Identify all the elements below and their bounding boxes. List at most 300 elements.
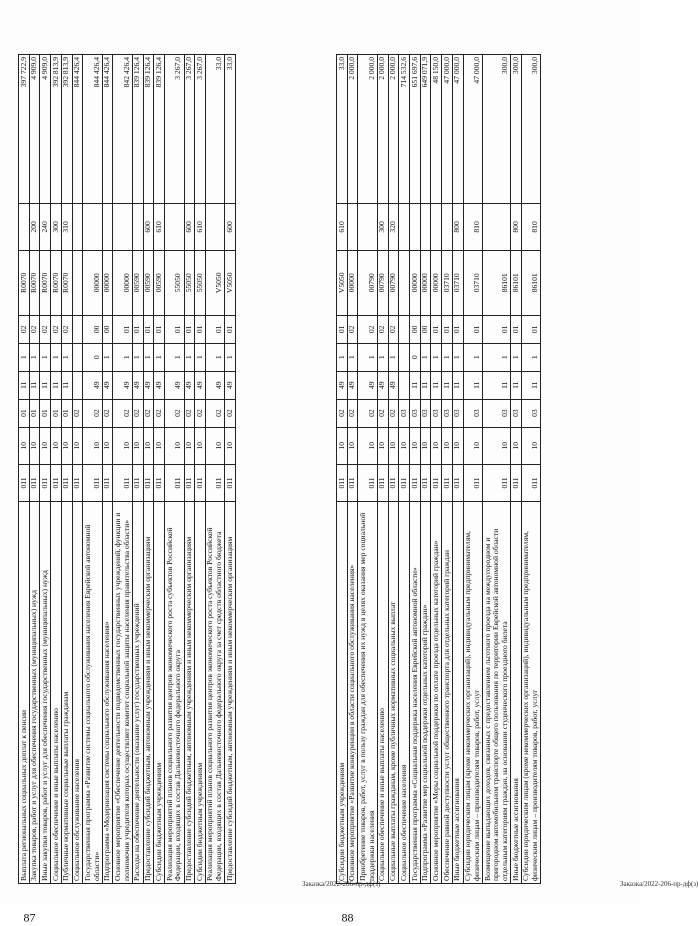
row-code-g: R0070 xyxy=(61,250,72,315)
row-code-h xyxy=(113,204,132,251)
row-code-h: 810 xyxy=(521,204,540,251)
row-code-f xyxy=(399,315,410,343)
row-label: Основное мероприятие «Меры социальной поддержки по оплате проезда отдельных категорий граждан» xyxy=(431,502,442,884)
row-code-b: 10 xyxy=(431,427,442,464)
row-code-a: 011 xyxy=(388,464,399,501)
table-row xyxy=(83,55,102,884)
table-row xyxy=(72,55,83,884)
row-code-d: 49 xyxy=(113,371,132,399)
row-amount: 392 813,9 xyxy=(51,55,62,204)
row-code-h xyxy=(399,204,410,251)
row-code-e: 1 xyxy=(483,343,511,371)
row-code-a: 011 xyxy=(72,464,83,501)
row-code-b: 10 xyxy=(143,427,154,464)
row-code-d xyxy=(72,371,83,399)
row-code-g: 00000 xyxy=(113,250,132,315)
table-row xyxy=(205,55,224,884)
table-row xyxy=(61,55,72,884)
budget-table-right xyxy=(336,54,541,884)
row-code-b: 10 xyxy=(420,427,431,464)
row-amount: 47 000,0 xyxy=(442,55,453,204)
row-code-f: 02 xyxy=(377,315,388,343)
row-code-e: 1 xyxy=(205,343,224,371)
table-row xyxy=(51,55,62,884)
row-code-e: 1 xyxy=(195,343,206,371)
row-code-h xyxy=(442,204,453,251)
row-code-g: 86101 xyxy=(483,250,511,315)
row-code-d: 11 xyxy=(410,371,421,399)
table-row xyxy=(431,55,442,884)
table-row xyxy=(40,55,51,884)
row-amount: 47 000,0 xyxy=(452,55,463,204)
row-code-h xyxy=(205,204,224,251)
row-code-c: 02 xyxy=(377,399,388,427)
row-code-a: 011 xyxy=(337,464,348,501)
row-code-b: 10 xyxy=(377,427,388,464)
row-code-h: 320 xyxy=(388,204,399,251)
row-code-e: 1 xyxy=(51,343,62,371)
row-code-e xyxy=(399,343,410,371)
row-code-c: 02 xyxy=(358,399,377,427)
row-code-h xyxy=(83,204,102,251)
row-code-g: 00790 xyxy=(377,250,388,315)
row-code-c: 02 xyxy=(143,399,154,427)
row-code-b: 10 xyxy=(102,427,113,464)
row-amount: 842 426,4 xyxy=(113,55,132,204)
row-code-e: 1 xyxy=(388,343,399,371)
row-code-e: 1 xyxy=(377,343,388,371)
row-label: Реализация мероприятий планов социального развития центров экономического роста субъектов Российской Федерации, входящих в состав Дальневосточного федерального округа xyxy=(165,502,184,884)
row-amount: 3 267,0 xyxy=(195,55,206,204)
row-code-h: 300 xyxy=(51,204,62,251)
row-code-d: 49 xyxy=(165,371,184,399)
row-code-a: 011 xyxy=(113,464,132,501)
row-code-a: 011 xyxy=(143,464,154,501)
row-code-h xyxy=(165,204,184,251)
row-code-f: 00 xyxy=(102,315,113,343)
table-row xyxy=(165,55,184,884)
row-code-g: 00790 xyxy=(388,250,399,315)
row-code-b: 10 xyxy=(132,427,143,464)
row-code-f: 00 xyxy=(420,315,431,343)
row-code-h: 300 xyxy=(377,204,388,251)
row-code-e: 0 xyxy=(410,343,421,371)
row-code-h xyxy=(132,204,143,251)
row-code-e: 1 xyxy=(337,343,348,371)
table-row xyxy=(410,55,421,884)
row-code-g: V5050 xyxy=(337,250,348,315)
row-code-f: 01 xyxy=(431,315,442,343)
row-amount: 33,0 xyxy=(225,55,236,204)
row-code-a: 011 xyxy=(358,464,377,501)
row-code-h xyxy=(72,204,83,251)
row-code-b: 10 xyxy=(388,427,399,464)
page-number: 87 xyxy=(23,910,36,925)
row-code-g: 03710 xyxy=(463,250,482,315)
row-code-g: 86101 xyxy=(511,250,522,315)
row-code-f: 01 xyxy=(184,315,195,343)
row-code-h: 610 xyxy=(195,204,206,251)
row-label: Предоставление субсидий бюджетным, автономным учреждениям и иным некоммерческим организациям xyxy=(143,502,154,884)
row-code-e: 1 xyxy=(347,343,358,371)
row-code-c: 02 xyxy=(132,399,143,427)
table-row xyxy=(102,55,113,884)
row-label: Подпрограмма «Развитие мер социальной поддержки отдельных категорий граждан» xyxy=(420,502,431,884)
row-code-a: 011 xyxy=(154,464,165,501)
row-code-h: 600 xyxy=(143,204,154,251)
row-amount: 3 267,0 xyxy=(165,55,184,204)
row-code-d: 11 xyxy=(521,371,540,399)
row-code-c: 02 xyxy=(102,399,113,427)
row-code-c: 03 xyxy=(511,399,522,427)
row-code-d: 11 xyxy=(483,371,511,399)
row-label: Подпрограмма «Модернизация системы социального обслуживания населения» xyxy=(102,502,113,884)
row-code-d: 49 xyxy=(83,371,102,399)
row-code-a: 011 xyxy=(102,464,113,501)
table-row xyxy=(442,55,453,884)
row-code-e: 1 xyxy=(511,343,522,371)
row-code-b: 10 xyxy=(452,427,463,464)
row-code-e: 1 xyxy=(442,343,453,371)
row-label: Субсидии юридическим лицам (кроме некоммерческих организаций), индивидуальным предпринимателям, физическим лицам – производителям товаров, работ, услуг xyxy=(521,502,540,884)
table-row xyxy=(452,55,463,884)
row-code-f: 01 xyxy=(463,315,482,343)
row-amount: 47 000,0 xyxy=(463,55,482,204)
row-amount: 300,0 xyxy=(511,55,522,204)
row-code-a: 011 xyxy=(165,464,184,501)
row-code-b: 10 xyxy=(399,427,410,464)
row-code-e: 1 xyxy=(521,343,540,371)
row-code-f: 00 xyxy=(83,315,102,343)
row-code-d: 49 xyxy=(143,371,154,399)
row-code-f: 01 xyxy=(452,315,463,343)
row-code-c: 02 xyxy=(205,399,224,427)
row-code-e: 1 xyxy=(19,343,30,371)
row-code-e: 1 xyxy=(113,343,132,371)
row-code-c: 02 xyxy=(72,399,83,427)
row-code-c: 01 xyxy=(61,399,72,427)
row-code-f: 02 xyxy=(388,315,399,343)
row-code-f: 01 xyxy=(483,315,511,343)
row-amount: 33,0 xyxy=(337,55,348,204)
row-code-b: 10 xyxy=(51,427,62,464)
row-code-d: 11 xyxy=(452,371,463,399)
row-code-f: 01 xyxy=(205,315,224,343)
row-code-a: 011 xyxy=(83,464,102,501)
row-code-c: 01 xyxy=(19,399,30,427)
row-amount: 4 909,0 xyxy=(29,55,40,204)
row-amount: 649 071,9 xyxy=(420,55,431,204)
row-code-g: 00590 xyxy=(132,250,143,315)
row-code-f: 01 xyxy=(195,315,206,343)
row-code-h: 600 xyxy=(225,204,236,251)
table-row xyxy=(358,55,377,884)
row-code-b: 10 xyxy=(511,427,522,464)
row-code-a: 011 xyxy=(29,464,40,501)
row-code-f: 01 xyxy=(154,315,165,343)
row-label: Социальное обеспечение и иные выплаты населению xyxy=(377,502,388,884)
row-code-c: 02 xyxy=(113,399,132,427)
row-code-e: 1 xyxy=(184,343,195,371)
row-code-a: 011 xyxy=(195,464,206,501)
row-code-a: 011 xyxy=(61,464,72,501)
row-amount: 300,0 xyxy=(521,55,540,204)
row-code-h xyxy=(19,204,30,251)
row-code-e: 1 xyxy=(225,343,236,371)
row-code-c: 03 xyxy=(420,399,431,427)
row-code-f: 01 xyxy=(113,315,132,343)
row-code-a: 011 xyxy=(431,464,442,501)
row-code-c: 02 xyxy=(184,399,195,427)
row-code-c: 03 xyxy=(463,399,482,427)
row-code-b: 10 xyxy=(61,427,72,464)
row-code-h xyxy=(431,204,442,251)
row-amount: 300,0 xyxy=(483,55,511,204)
row-code-d: 49 xyxy=(347,371,358,399)
row-amount: 651 697,6 xyxy=(410,55,421,204)
row-code-g: 03710 xyxy=(442,250,453,315)
row-code-a: 011 xyxy=(51,464,62,501)
row-amount: 844 426,4 xyxy=(102,55,113,204)
table-row xyxy=(154,55,165,884)
row-code-f: 01 xyxy=(511,315,522,343)
row-code-a: 011 xyxy=(377,464,388,501)
table-row xyxy=(113,55,132,884)
row-code-d: 11 xyxy=(420,371,431,399)
row-code-b: 10 xyxy=(113,427,132,464)
row-amount: 2 000,0 xyxy=(358,55,377,204)
row-label: Предоставление субсидий бюджетным, автономным учреждениям и иным некоммерческим организациям xyxy=(184,502,195,884)
row-code-e: 1 xyxy=(154,343,165,371)
row-label: Основное мероприятие «Развитие конкуренции в области социального обслуживания населения» xyxy=(347,502,358,884)
row-amount: 4 909,0 xyxy=(40,55,51,204)
row-code-c: 03 xyxy=(483,399,511,427)
row-code-b: 10 xyxy=(463,427,482,464)
row-label: Государственная программа «Развитие системы социального обслуживания населения Еврейской автономной области» xyxy=(83,502,102,884)
row-code-h: 810 xyxy=(463,204,482,251)
row-label: Расходы на обеспечение деятельности (оказание услуг) государственных учреждений xyxy=(132,502,143,884)
row-label: Субсидии юридическим лицам (кроме некоммерческих организаций), индивидуальным предпринимателям, физическим лицам – производителям товаров, работ, услуг xyxy=(463,502,482,884)
row-code-g: 00000 xyxy=(410,250,421,315)
row-code-d xyxy=(399,371,410,399)
row-code-f: 02 xyxy=(29,315,40,343)
row-code-d: 11 xyxy=(29,371,40,399)
row-code-g: 55050 xyxy=(165,250,184,315)
row-code-g: R0070 xyxy=(19,250,30,315)
row-code-h: 310 xyxy=(61,204,72,251)
row-code-h xyxy=(358,204,377,251)
row-code-b: 10 xyxy=(184,427,195,464)
row-amount: 839 126,4 xyxy=(143,55,154,204)
row-code-a: 011 xyxy=(132,464,143,501)
row-code-f: 02 xyxy=(61,315,72,343)
row-code-g: 00590 xyxy=(143,250,154,315)
row-code-d: 49 xyxy=(377,371,388,399)
row-amount: 2 000,0 xyxy=(377,55,388,204)
row-code-g: 86101 xyxy=(521,250,540,315)
row-code-e: 1 xyxy=(452,343,463,371)
row-amount: 397 722,9 xyxy=(19,55,30,204)
row-code-h: 600 xyxy=(184,204,195,251)
row-code-g: 00790 xyxy=(358,250,377,315)
page-number: 88 xyxy=(341,910,354,925)
row-code-e: 1 xyxy=(143,343,154,371)
row-code-f: 01 xyxy=(225,315,236,343)
row-code-c: 03 xyxy=(431,399,442,427)
table-row xyxy=(195,55,206,884)
row-code-d: 11 xyxy=(442,371,453,399)
row-code-b: 10 xyxy=(165,427,184,464)
row-code-g: V5050 xyxy=(225,250,236,315)
row-code-f: 02 xyxy=(19,315,30,343)
budget-table-left xyxy=(18,54,236,884)
row-code-b: 10 xyxy=(195,427,206,464)
row-code-a: 011 xyxy=(511,464,522,501)
row-code-c: 03 xyxy=(452,399,463,427)
table-row xyxy=(225,55,236,884)
row-code-c: 03 xyxy=(410,399,421,427)
row-code-g: 00000 xyxy=(431,250,442,315)
table-row xyxy=(132,55,143,884)
row-code-d: 49 xyxy=(205,371,224,399)
row-code-b: 10 xyxy=(72,427,83,464)
row-label: Выплата региональных социальных доплат к пенсии xyxy=(19,502,30,884)
row-code-g xyxy=(399,250,410,315)
row-code-e: 1 xyxy=(431,343,442,371)
row-amount: 2 000,0 xyxy=(347,55,358,204)
row-code-f: 02 xyxy=(40,315,51,343)
row-label: Социальное обеспечение населения xyxy=(399,502,410,884)
table-row xyxy=(388,55,399,884)
row-code-a: 011 xyxy=(420,464,431,501)
row-code-e: 1 xyxy=(420,343,431,371)
row-code-h xyxy=(410,204,421,251)
row-code-e: 1 xyxy=(165,343,184,371)
row-code-e: 1 xyxy=(40,343,51,371)
row-code-c: 03 xyxy=(399,399,410,427)
row-label: Социальное обслуживание населения xyxy=(72,502,83,884)
row-code-c: 03 xyxy=(442,399,453,427)
table-row xyxy=(511,55,522,884)
row-code-g: 55050 xyxy=(195,250,206,315)
row-code-d: 11 xyxy=(51,371,62,399)
row-code-c: 02 xyxy=(83,399,102,427)
row-code-d: 49 xyxy=(225,371,236,399)
row-code-d: 49 xyxy=(132,371,143,399)
page-footer: Заказка/2022-206-пр-дф(з) xyxy=(302,880,381,888)
row-code-g: 00000 xyxy=(102,250,113,315)
table-row xyxy=(521,55,540,884)
row-code-h: 610 xyxy=(337,204,348,251)
row-code-c: 02 xyxy=(388,399,399,427)
row-code-f: 01 xyxy=(521,315,540,343)
row-amount: 714 532,6 xyxy=(399,55,410,204)
table-row xyxy=(420,55,431,884)
row-code-f: 01 xyxy=(132,315,143,343)
row-code-e: 1 xyxy=(358,343,377,371)
row-code-f: 02 xyxy=(51,315,62,343)
row-code-c: 02 xyxy=(337,399,348,427)
row-code-a: 011 xyxy=(410,464,421,501)
page-footer: Заказка/2022-206-пр-дф(з) xyxy=(620,880,698,888)
row-code-g: V5050 xyxy=(205,250,224,315)
row-code-b: 10 xyxy=(521,427,540,464)
table-row xyxy=(399,55,410,884)
row-code-h: 240 xyxy=(40,204,51,251)
row-code-a: 011 xyxy=(225,464,236,501)
row-amount: 392 813,9 xyxy=(61,55,72,204)
row-code-f: 01 xyxy=(165,315,184,343)
table-row xyxy=(377,55,388,884)
row-code-f: 01 xyxy=(442,315,453,343)
row-code-b: 10 xyxy=(347,427,358,464)
row-code-d: 11 xyxy=(431,371,442,399)
row-amount: 3 267,0 xyxy=(184,55,195,204)
row-code-b: 10 xyxy=(83,427,102,464)
row-code-d: 11 xyxy=(463,371,482,399)
row-code-h: 200 xyxy=(29,204,40,251)
row-label: Предоставление субсидий бюджетным, автономным учреждениям и иным некоммерческим организациям xyxy=(225,502,236,884)
row-code-a: 011 xyxy=(442,464,453,501)
row-code-b: 10 xyxy=(205,427,224,464)
table-row xyxy=(143,55,154,884)
table-row xyxy=(337,55,348,884)
row-label: Субсидии бюджетным учреждениям xyxy=(195,502,206,884)
row-amount: 844 426,4 xyxy=(83,55,102,204)
row-code-f: 01 xyxy=(337,315,348,343)
row-amount: 844 426,4 xyxy=(72,55,83,204)
row-label: Возмещение выпадающих доходов, связанных с предоставлением льготного проезда на междугородном и пригородном автомобильном транспорте общего пользования по территории Еврейской автономной области отдельным категориям граждан, на основании студенческого проездного билета xyxy=(483,502,511,884)
row-code-c: 02 xyxy=(165,399,184,427)
row-code-c: 02 xyxy=(195,399,206,427)
row-code-d: 11 xyxy=(511,371,522,399)
row-code-e: 1 xyxy=(29,343,40,371)
row-code-d: 49 xyxy=(154,371,165,399)
row-code-c: 02 xyxy=(347,399,358,427)
row-code-h: 610 xyxy=(154,204,165,251)
row-code-a: 011 xyxy=(483,464,511,501)
table-row xyxy=(483,55,511,884)
row-code-e xyxy=(72,343,83,371)
row-code-b: 10 xyxy=(225,427,236,464)
row-code-h xyxy=(483,204,511,251)
row-code-a: 011 xyxy=(184,464,195,501)
page-88 xyxy=(336,54,698,925)
row-code-d: 49 xyxy=(102,371,113,399)
row-label: Иные бюджетные ассигнования xyxy=(511,502,522,884)
table-row xyxy=(463,55,482,884)
row-amount: 48 150,0 xyxy=(431,55,442,204)
row-code-e: 1 xyxy=(132,343,143,371)
row-code-g: 00000 xyxy=(420,250,431,315)
row-code-b: 10 xyxy=(337,427,348,464)
row-code-e: 1 xyxy=(102,343,113,371)
row-label: Закупка товаров, работ и услуг для обеспечения государственных (муниципальных) нужд xyxy=(29,502,40,884)
row-code-g: 00590 xyxy=(154,250,165,315)
row-code-a: 011 xyxy=(452,464,463,501)
row-code-a: 011 xyxy=(19,464,30,501)
row-code-f: 02 xyxy=(347,315,358,343)
row-code-e: 1 xyxy=(61,343,72,371)
row-code-h xyxy=(420,204,431,251)
row-code-c: 01 xyxy=(40,399,51,427)
row-code-a: 011 xyxy=(463,464,482,501)
row-code-c: 02 xyxy=(154,399,165,427)
row-label: Социальное обеспечение и иные выплаты населению xyxy=(51,502,62,884)
row-code-h xyxy=(102,204,113,251)
row-amount: 33,0 xyxy=(205,55,224,204)
row-code-h: 800 xyxy=(452,204,463,251)
